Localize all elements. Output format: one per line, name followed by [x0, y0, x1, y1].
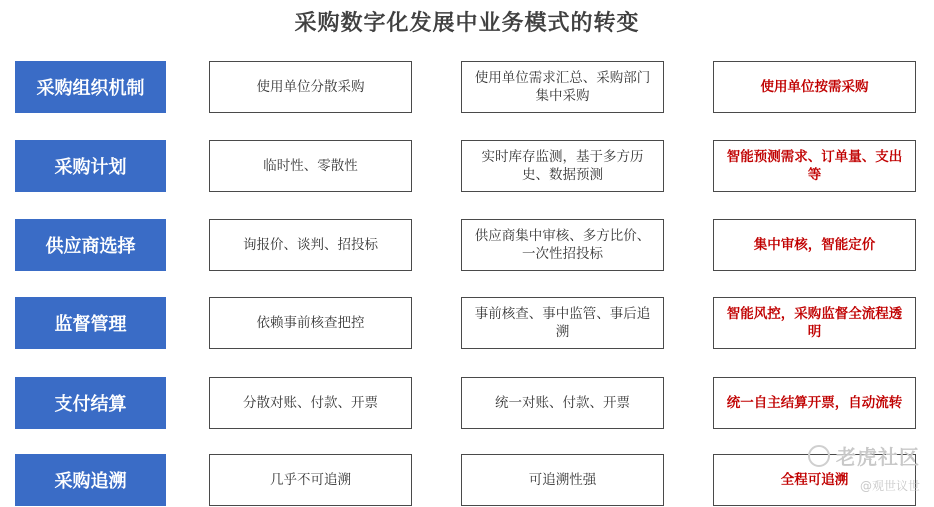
- traditional-mode-cell: 依赖事前核查把控: [209, 297, 412, 349]
- traditional-mode-cell: 临时性、零散性: [209, 140, 412, 192]
- traditional-mode-cell: 分散对账、付款、开票: [209, 377, 412, 429]
- row-label: 采购计划: [15, 140, 166, 192]
- watermark: [808, 441, 920, 470]
- row-label: 监督管理: [15, 297, 166, 349]
- digital-mode-cell: 智能风控，采购监督全流程透明: [713, 297, 916, 349]
- centralized-mode-cell: 统一对账、付款、开票: [461, 377, 664, 429]
- traditional-mode-cell: 询报价、谈判、招投标: [209, 219, 412, 271]
- centralized-mode-cell: 实时库存监测，基于多方历史、数据预测: [461, 140, 664, 192]
- digital-mode-cell: 智能预测需求、订单量、支出等: [713, 140, 916, 192]
- watermark-author: @观世议世: [859, 479, 920, 493]
- row-label: 支付结算: [15, 377, 166, 429]
- digital-mode-cell: 统一自主结算开票，自动流转: [713, 377, 916, 429]
- centralized-mode-cell: 可追溯性强: [461, 454, 664, 506]
- row-label: 采购组织机制: [15, 61, 166, 113]
- row-label: 供应商选择: [15, 219, 166, 271]
- watermark-text: 老虎社区: [836, 445, 920, 469]
- table-row: [0, 454, 934, 506]
- digital-mode-cell: 集中审核，智能定价: [713, 219, 916, 271]
- table-row: [0, 377, 934, 429]
- traditional-mode-cell: 使用单位分散采购: [209, 61, 412, 113]
- table-row: [0, 140, 934, 192]
- page-title: 采购数字化发展中业务模式的转变: [294, 11, 640, 36]
- table-row: [0, 61, 934, 113]
- centralized-mode-cell: 供应商集中审核、多方比价、一次性招投标: [461, 219, 664, 271]
- community-logo-icon: [808, 445, 830, 467]
- table-row: [0, 297, 934, 349]
- centralized-mode-cell: 事前核查、事中监管、事后追溯: [461, 297, 664, 349]
- table-row: [0, 219, 934, 271]
- centralized-mode-cell: 使用单位需求汇总、采购部门集中采购: [461, 61, 664, 113]
- digital-mode-cell: 全程可追溯: [713, 454, 916, 506]
- row-label: 采购追溯: [15, 454, 166, 506]
- digital-mode-cell: 使用单位按需采购: [713, 61, 916, 113]
- traditional-mode-cell: 几乎不可追溯: [209, 454, 412, 506]
